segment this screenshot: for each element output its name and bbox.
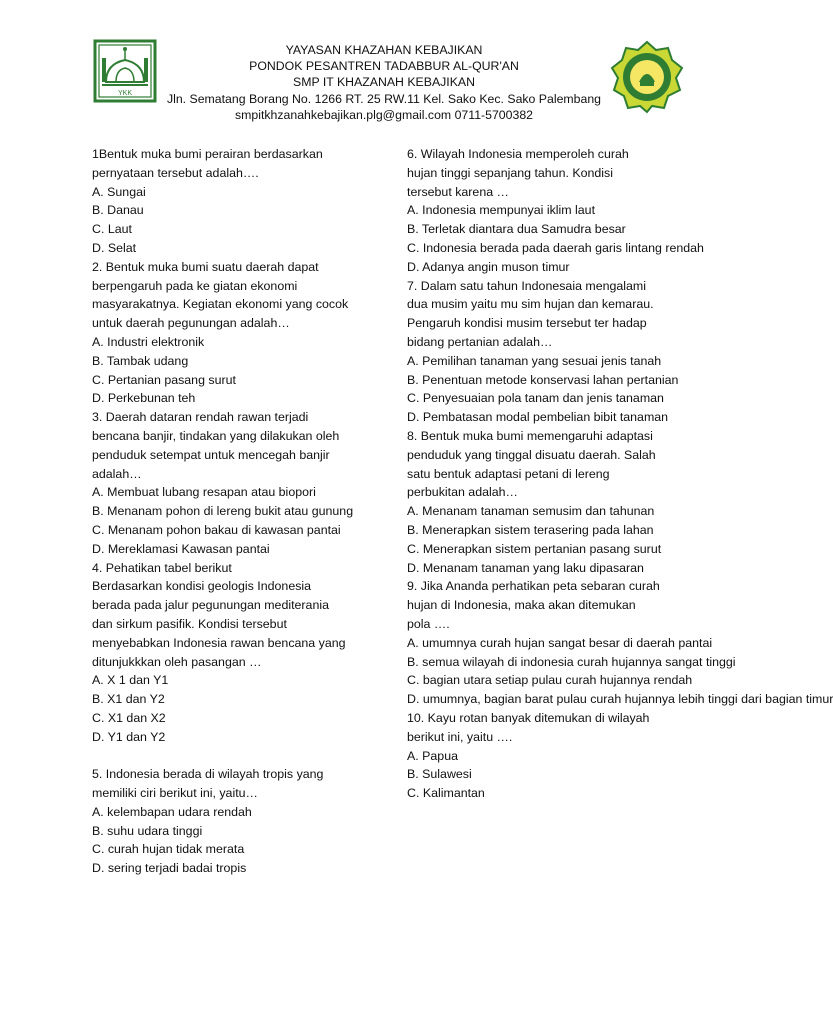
- answer-option[interactable]: C. Kalimantan: [407, 786, 485, 801]
- question-text: 2. Bentuk muka bumi suatu daerah dapat berpengaruh pada ke giatan ekonomi masyarakatnya. Kegiatan ekonomi yang cocok untuk daerah pegunungan adalah…: [92, 259, 349, 331]
- question-9: [407, 577, 833, 709]
- questions-column-right: [407, 145, 833, 803]
- answer-option[interactable]: C. Menanam pohon bakau di kawasan pantai: [92, 522, 341, 537]
- answer-option[interactable]: C. Menerapkan sistem pertanian pasang surut: [407, 541, 662, 556]
- answer-option[interactable]: B. Tambak udang: [92, 353, 189, 368]
- question-text: 7. Dalam satu tahun Indonesaia mengalami dua musim yaitu mu sim hujan dan kemarau. Pengaruh kondisi musim tersebut ter hadap bidang pertanian adalah…: [407, 278, 654, 349]
- answer-option[interactable]: A. Menanam tanaman semusim dan tahunan: [407, 504, 655, 519]
- pesantren-name: PONDOK PESANTREN TADABBUR AL-QUR'AN: [249, 59, 519, 74]
- school-contact: smpitkhzanahkebajikan.plg@gmail.com 0711-5700382: [235, 107, 533, 122]
- question-text: 10. Kayu rotan banyak ditemukan di wilayah berikut ini, yaitu ….: [407, 710, 650, 744]
- answer-option[interactable]: D. Menanam tanaman yang laku dipasaran: [407, 560, 644, 575]
- answer-option[interactable]: C. X1 dan X2: [92, 710, 166, 725]
- question-1: [92, 145, 392, 258]
- letterhead-text: [150, 42, 618, 123]
- question-10: [407, 709, 697, 803]
- foundation-name: YAYASAN KHAZAHAN KEBAJIKAN: [285, 43, 483, 57]
- answer-option[interactable]: D. sering terjadi badai tropis: [92, 861, 247, 876]
- question-6: [407, 145, 704, 277]
- question-4: [92, 559, 392, 747]
- question-8: [407, 427, 697, 577]
- answer-option[interactable]: C. Pertanian pasang surut: [92, 372, 236, 387]
- answer-option[interactable]: C. Indonesia berada pada daerah garis lintang rendah: [407, 240, 704, 255]
- answer-option[interactable]: D. umumnya, bagian barat pulau curah hujannya lebih tinggi dari bagian timur: [407, 692, 833, 707]
- spacer: [92, 747, 392, 766]
- logo-left-label: YKK: [117, 90, 133, 97]
- letterhead: [0, 38, 768, 130]
- answer-option[interactable]: B. semua wilayah di indonesia curah hujannya sangat tinggi: [407, 654, 736, 669]
- school-badge-logo: [610, 40, 684, 114]
- answer-option[interactable]: A. umumnya curah hujan sangat besar di daerah pantai: [407, 635, 713, 650]
- answer-option[interactable]: B. Penentuan metode konservasi lahan pertanian: [407, 372, 679, 387]
- answer-option[interactable]: D. Adanya angin muson timur: [407, 259, 570, 274]
- question-text: 4. Pehatikan tabel berikut Berdasarkan kondisi geologis Indonesia berada pada jalur pegunungan mediterania dan sirkum pasifik. Kondisi tersebut menyebabkan Indonesia rawan bencana yang ditunjukkkan oleh pasangan …: [92, 560, 346, 669]
- answer-option[interactable]: D. Perkebunan teh: [92, 391, 196, 406]
- answer-option[interactable]: D. Y1 dan Y2: [92, 729, 166, 744]
- question-text: 6. Wilayah Indonesia memperoleh curah hujan tinggi sepanjang tahun. Kondisi tersebut karena …: [407, 147, 629, 199]
- question-text: 8. Bentuk muka bumi memengaruhi adaptasi penduduk yang tinggal disuatu daerah. Salah satu bentuk adaptasi petani di lereng perbukitan adalah…: [407, 428, 656, 500]
- answer-option[interactable]: A. Membuat lubang resapan atau biopori: [92, 485, 316, 500]
- answer-option[interactable]: B. Danau: [92, 203, 144, 218]
- answer-option[interactable]: B. Terletak diantara dua Samudra besar: [407, 222, 626, 237]
- question-7: [407, 277, 697, 427]
- answer-option[interactable]: A. Indonesia mempunyai iklim laut: [407, 203, 596, 218]
- question-text: 9. Jika Ananda perhatikan peta sebaran curah hujan di Indonesia, maka akan ditemukan pola ….: [407, 579, 660, 631]
- question-text: 3. Daerah dataran rendah rawan terjadi bencana banjir, tindakan yang dilakukan oleh penduduk setempat untuk mencegah banjir adalah…: [92, 410, 340, 481]
- answer-option[interactable]: B. suhu udara tinggi: [92, 823, 203, 838]
- answer-option[interactable]: C. bagian utara setiap pulau curah hujannya rendah: [407, 673, 693, 688]
- question-3: [92, 408, 392, 558]
- answer-option[interactable]: D. Selat: [92, 240, 137, 255]
- question-text: 5. Indonesia berada di wilayah tropis yang memiliki ciri berikut ini, yaitu…: [92, 767, 324, 801]
- question-text: 1Bentuk muka bumi perairan berdasarkan pernyataan tersebut adalah….: [92, 147, 323, 180]
- question-5: [92, 765, 392, 878]
- answer-option[interactable]: C. curah hujan tidak merata: [92, 842, 245, 857]
- answer-option[interactable]: D. Pembatasan modal pembelian bibit tanaman: [407, 410, 669, 425]
- question-2: [92, 258, 392, 408]
- answer-option[interactable]: A. X 1 dan Y1: [92, 673, 169, 688]
- answer-option[interactable]: B. Sulawesi: [407, 767, 472, 782]
- answer-option[interactable]: A. Pemilihan tanaman yang sesuai jenis tanah: [407, 353, 662, 368]
- answer-option[interactable]: A. Papua: [407, 748, 458, 763]
- school-foundation-logo: [92, 38, 158, 104]
- answer-option[interactable]: B. Menerapkan sistem terasering pada lahan: [407, 522, 654, 537]
- answer-option[interactable]: C. Laut: [92, 222, 132, 237]
- school-address: Jln. Sematang Borang No. 1266 RT. 25 RW.11 Kel. Sako Kec. Sako Palembang: [166, 91, 602, 106]
- answer-option[interactable]: B. Menanam pohon di lereng bukit atau gunung: [92, 504, 354, 519]
- answer-option[interactable]: C. Penyesuaian pola tanam dan jenis tanaman: [407, 391, 664, 406]
- questions-column-left: [92, 145, 392, 878]
- answer-option[interactable]: B. X1 dan Y2: [92, 692, 165, 707]
- answer-option[interactable]: A. kelembapan udara rendah: [92, 804, 252, 819]
- answer-option[interactable]: D. Mereklamasi Kawasan pantai: [92, 541, 270, 556]
- answer-option[interactable]: A. Industri elektronik: [92, 334, 205, 349]
- school-name: SMP IT KHAZANAH KEBAJIKAN: [293, 75, 475, 90]
- answer-option[interactable]: A. Sungai: [92, 184, 146, 199]
